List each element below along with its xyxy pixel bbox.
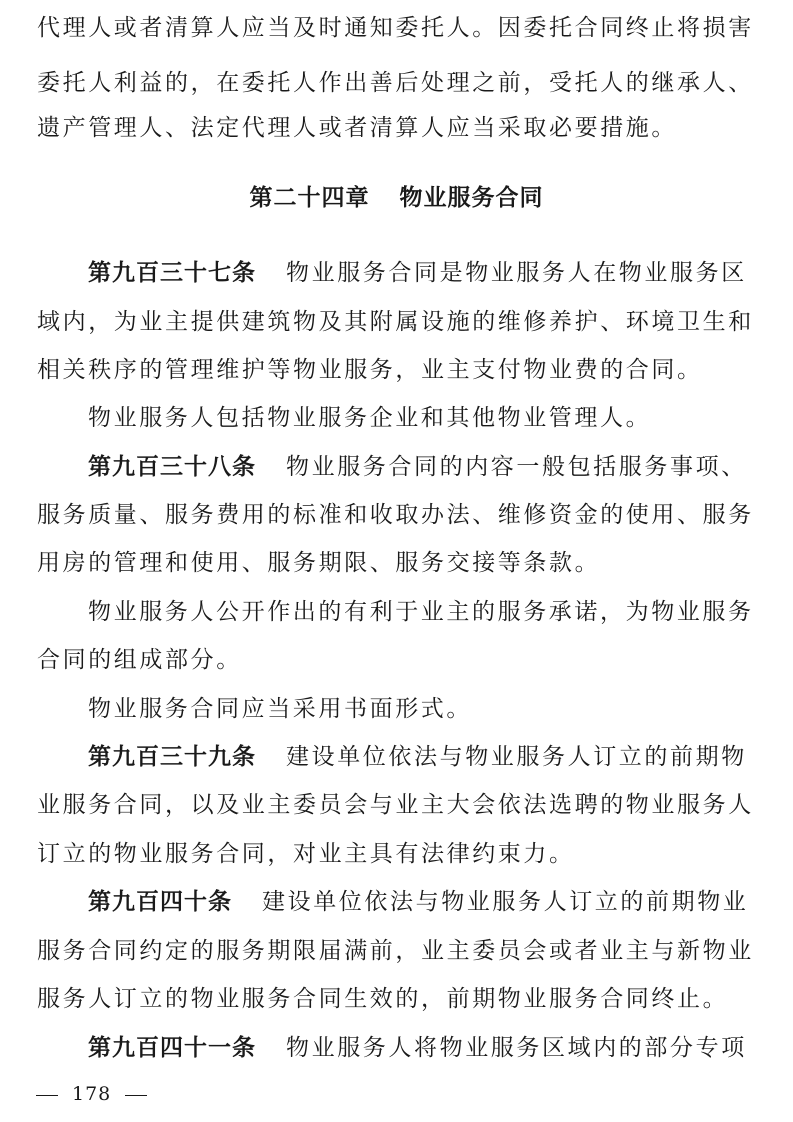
footer-dash-right	[125, 1095, 147, 1096]
article-label: 第九百三十七条	[88, 260, 256, 286]
article-label: 第九百四十条	[88, 889, 232, 915]
body-text-line: 服务人订立的物业服务合同生效的，前期物业服务合同终止。	[37, 986, 729, 1012]
article-937	[88, 258, 758, 288]
article-text: 建设单位依法与物业服务人订立的前期物业	[262, 889, 749, 915]
article-text: 物业服务合同的内容一般包括服务事项、	[286, 454, 747, 480]
body-text-line: 服务合同约定的服务期限届满前，业主委员会或者业主与新物业	[37, 938, 754, 964]
article-label: 第九百三十八条	[88, 454, 256, 480]
article-label: 第九百四十一条	[88, 1035, 256, 1061]
body-text-line: 遗产管理人、法定代理人或者清算人应当采取必要措施。	[37, 115, 677, 141]
footer-dash-left	[36, 1095, 58, 1096]
body-text-line: 代理人或者清算人应当及时通知委托人。因委托合同终止将损害	[37, 15, 754, 41]
article-label: 第九百三十九条	[88, 744, 256, 770]
article-939	[88, 742, 758, 772]
article-text: 建设单位依法与物业服务人订立的前期物	[286, 744, 747, 770]
chapter-number: 第二十四章	[249, 185, 370, 211]
article-940	[88, 887, 758, 917]
body-text-line: 服务质量、服务费用的标准和收取办法、维修资金的使用、服务	[37, 502, 754, 528]
body-text-line: 合同的组成部分。	[37, 647, 242, 673]
article-941	[88, 1033, 758, 1063]
article-text: 物业服务合同是物业服务人在物业服务区	[286, 260, 747, 286]
body-text-line: 订立的物业服务合同，对业主具有法律约束力。	[37, 841, 575, 867]
chapter-title: 物业服务合同	[399, 185, 544, 211]
body-text-line: 业服务合同，以及业主委员会与业主大会依法选聘的物业服务人	[37, 792, 754, 818]
body-text-line: 物业服务人包括物业服务企业和其他物业管理人。	[88, 405, 652, 431]
page-number: 178	[72, 1083, 112, 1105]
article-text: 物业服务人将物业服务区域内的部分专项	[286, 1035, 747, 1061]
body-text-line: 域内，为业主提供建筑物及其附属设施的维修养护、环境卫生和	[37, 309, 754, 335]
body-text-line: 物业服务人公开作出的有利于业主的服务承诺，为物业服务	[88, 599, 754, 625]
article-938	[88, 452, 758, 482]
body-text-line: 委托人利益的，在委托人作出善后处理之前，受托人的继承人、	[37, 70, 754, 96]
body-text-line: 相关秩序的管理维护等物业服务，业主支付物业费的合同。	[37, 357, 703, 383]
body-text-line: 物业服务合同应当采用书面形式。	[88, 696, 472, 722]
body-text-line: 用房的管理和使用、服务期限、服务交接等条款。	[37, 550, 601, 576]
chapter-heading	[0, 183, 793, 213]
page-footer	[36, 1081, 147, 1107]
